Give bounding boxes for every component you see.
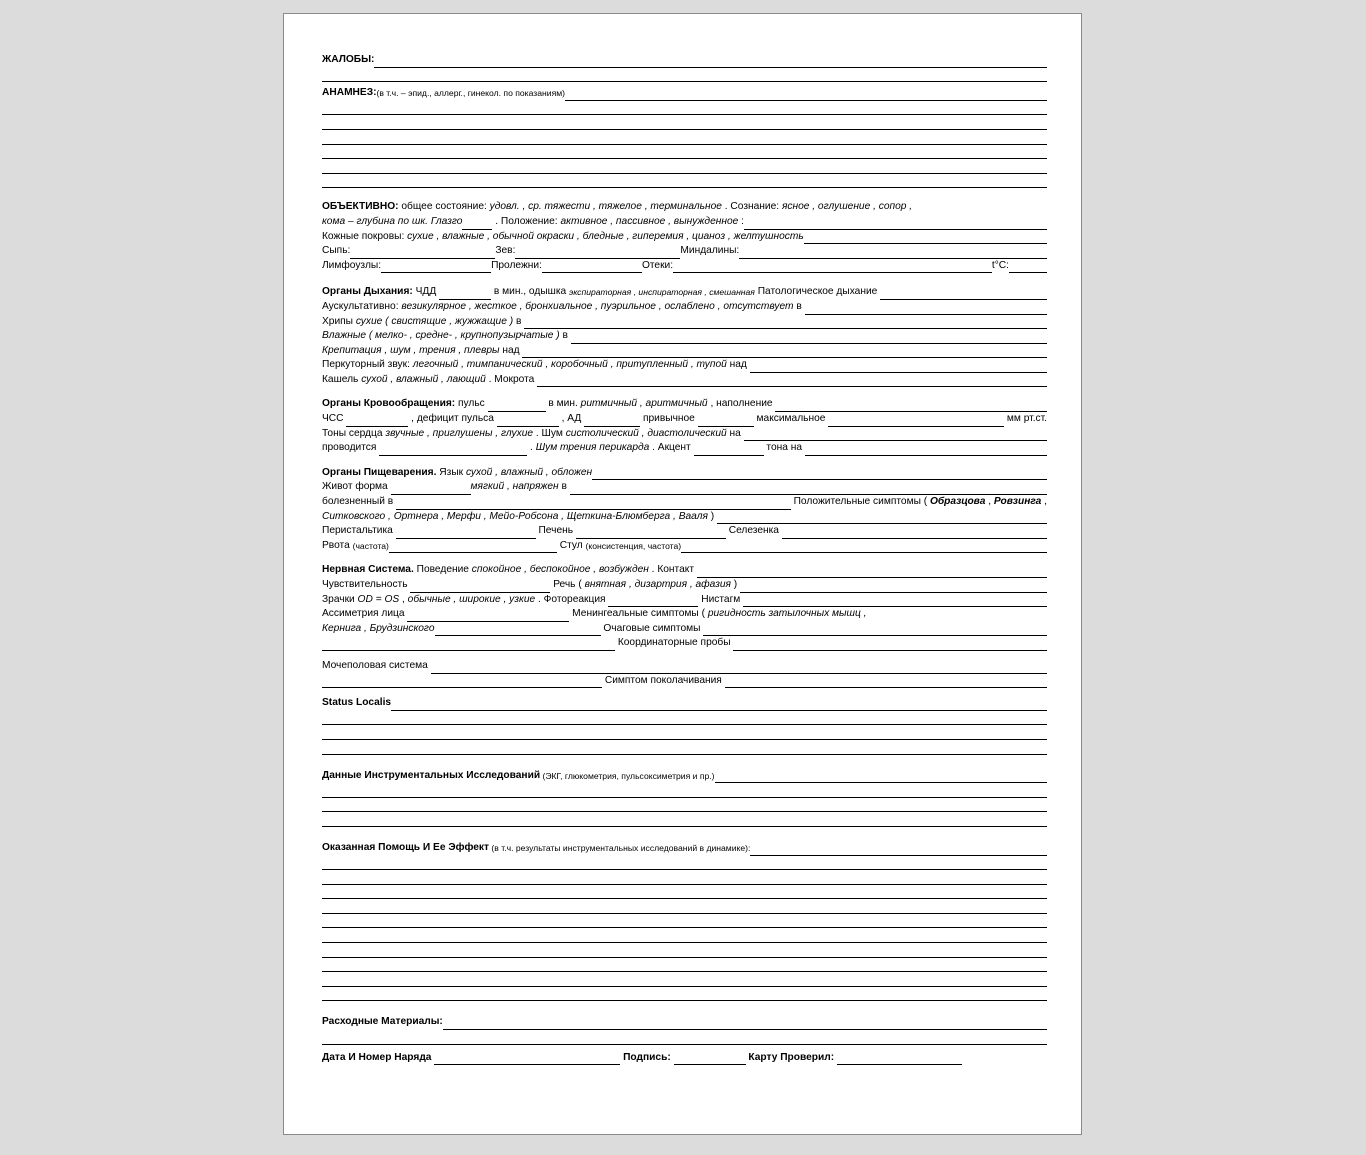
- objective-consciousness-options[interactable]: ясное , оглушение , сопор ,: [781, 201, 913, 213]
- objective-coma-row: [322, 215, 1047, 230]
- nystagmus-fill[interactable]: [743, 595, 1047, 607]
- aid-blank-line[interactable]: [322, 899, 1047, 914]
- bp-max-fill[interactable]: [828, 415, 1004, 427]
- tenderness-fill[interactable]: [396, 498, 791, 510]
- speech-label: Речь (: [550, 579, 585, 590]
- signature-label: Подпись:: [620, 1051, 674, 1063]
- aid-blank-line[interactable]: [322, 885, 1047, 900]
- tapping-symptom-row: [322, 674, 1047, 689]
- photoreaction-label: . Фотореакция: [535, 593, 609, 605]
- sensitivity-row: [322, 578, 1047, 593]
- percussion-over: над: [726, 359, 750, 371]
- vomit-note: (частота): [352, 540, 389, 551]
- instrumental-label: Данные Инструментальных Исследований: [322, 769, 541, 781]
- objective-rash-row: [322, 244, 1047, 259]
- temperature-label: t°C:: [991, 259, 1009, 271]
- bp-usual-label: привычное: [640, 413, 698, 425]
- meningeal-label: Менингеальные симптомы (: [569, 608, 708, 620]
- auscultation-options[interactable]: везикулярное , жесткое , бронхиальное , пуэрильное , ослаблено , отсутствует: [401, 300, 794, 312]
- rr-fill[interactable]: [439, 288, 491, 300]
- pulse-rhythm-options[interactable]: ритмичный , аритмичный: [580, 398, 708, 410]
- hr-fill[interactable]: [346, 415, 408, 427]
- contact-fill[interactable]: [697, 566, 1047, 578]
- dry-rales-row: [322, 315, 1047, 330]
- instrumental-note: (ЭКГ, глюкометрия, пульсоксиметрия и пр.): [540, 770, 715, 781]
- anamnesis-blank-line[interactable]: [322, 174, 1047, 189]
- supplies-row: [322, 1015, 1047, 1030]
- symptom-comma: ,: [1041, 496, 1047, 508]
- behavior-options[interactable]: спокойное , беспокойное , возбужден: [471, 564, 649, 576]
- aid-fill[interactable]: [750, 844, 1047, 856]
- auscultation-in: в: [793, 300, 805, 312]
- kernig-fill[interactable]: [435, 624, 601, 636]
- objective-position-text: . Положение:: [492, 215, 561, 227]
- anamnesis-label: АНАМНЕЗ:: [322, 87, 377, 99]
- objective-glasgow-fill[interactable]: [462, 218, 492, 230]
- percussion-row: [322, 358, 1047, 373]
- pulse-fill[interactable]: [488, 400, 546, 412]
- spacer: [322, 651, 1047, 659]
- supplies-blank-line[interactable]: [322, 1030, 1047, 1045]
- anamnesis-row: [322, 86, 1047, 101]
- symptoms-list-row: [322, 510, 1047, 525]
- symptom-rovzinga[interactable]: Ровзинга: [993, 496, 1042, 508]
- status-localis-blank-line[interactable]: [322, 740, 1047, 755]
- pulse-filling-fill[interactable]: [775, 400, 1047, 412]
- aid-blank-line[interactable]: [322, 856, 1047, 871]
- abdomen-row: [322, 480, 1047, 495]
- dyspnea-options[interactable]: экспираторная , инспираторная , смешанная: [569, 287, 755, 298]
- sputum-fill[interactable]: [537, 375, 1047, 387]
- supplies-fill[interactable]: [443, 1018, 1047, 1030]
- aid-blank-line[interactable]: [322, 914, 1047, 929]
- objective-position-colon: :: [738, 215, 744, 227]
- pericardial-friction-label[interactable]: Шум трения перикарда: [535, 442, 650, 454]
- order-date-fill[interactable]: [434, 1053, 620, 1065]
- behavior-label: Поведение: [413, 564, 472, 576]
- symptom-sep: ,: [985, 496, 994, 508]
- anamnesis-blank-line[interactable]: [322, 130, 1047, 145]
- aid-blank-line[interactable]: [322, 928, 1047, 943]
- circulation-label: Органы Кровообращения:: [322, 398, 456, 410]
- cough-row: [322, 373, 1047, 388]
- bp-usual-fill[interactable]: [698, 415, 754, 427]
- checked-by-fill[interactable]: [837, 1053, 962, 1065]
- positive-symptoms-label: Положительные симптомы (: [790, 496, 930, 508]
- contact-label: . Контакт: [648, 564, 697, 576]
- moist-rales-fill[interactable]: [571, 332, 1047, 344]
- crepitation-options[interactable]: Крепитация , шум , трения , плевры: [322, 344, 500, 356]
- bedsores-label: Пролежни:: [491, 259, 542, 271]
- conduction-row: [322, 441, 1047, 456]
- vomit-stool-row: [322, 539, 1047, 554]
- status-localis-fill[interactable]: [391, 699, 1047, 711]
- pupils-label: Зрачки: [322, 593, 358, 605]
- abdomen-options[interactable]: мягкий , напряжен: [470, 481, 559, 493]
- skin-fill[interactable]: [804, 232, 1047, 244]
- pharynx-label: Зев:: [495, 245, 516, 257]
- auscultation-fill[interactable]: [805, 303, 1047, 315]
- status-localis-row: [322, 696, 1047, 711]
- edema-label: Отеки:: [641, 259, 674, 271]
- crepitation-fill[interactable]: [522, 346, 1047, 358]
- abdomen-fill[interactable]: [570, 483, 1047, 495]
- symptom-obraztsova[interactable]: Образцова: [929, 496, 986, 508]
- rr-label: ЧДД: [412, 286, 440, 298]
- spleen-fill[interactable]: [782, 527, 1047, 539]
- signature-fill[interactable]: [674, 1053, 746, 1065]
- rash-fill[interactable]: [350, 247, 495, 259]
- aid-blank-line[interactable]: [322, 870, 1047, 885]
- objective-position-fill[interactable]: [744, 218, 1047, 230]
- spacer: [322, 188, 1047, 200]
- complaints-label: ЖАЛОБЫ:: [322, 54, 375, 65]
- lymph-fill[interactable]: [381, 261, 491, 273]
- temperature-fill[interactable]: [1009, 261, 1047, 273]
- accent-fill[interactable]: [694, 444, 764, 456]
- murmur-options[interactable]: систолический , диастолический: [565, 427, 727, 439]
- kernig-row: [322, 622, 1047, 637]
- nervous-label: Нервная Система.: [322, 564, 414, 576]
- pupils-od-os: OD = OS: [357, 593, 400, 605]
- pulse-deficit-label: , дефицит пульса: [408, 413, 497, 425]
- murmur-on: на: [726, 427, 744, 439]
- aid-blank-line[interactable]: [322, 987, 1047, 1002]
- stool-note: (консистенция, частота): [585, 540, 682, 551]
- complaints-row: [322, 53, 1047, 68]
- objective-general-text: общее состояние:: [398, 201, 490, 213]
- heart-sounds-row: [322, 427, 1047, 442]
- coordination-label: Координаторные пробы: [615, 637, 734, 649]
- instrumental-fill[interactable]: [715, 771, 1047, 783]
- tapping-fill[interactable]: [725, 676, 1047, 688]
- pathological-breathing-fill[interactable]: [880, 288, 1047, 300]
- spleen-label: Селезенка: [725, 525, 782, 537]
- kernig-brudzinski-options[interactable]: Кернига , Брудзинского: [322, 622, 435, 634]
- spacer: [322, 387, 1047, 397]
- sputum-label: . Мокрота: [485, 373, 538, 385]
- instrumental-row: [322, 769, 1047, 784]
- speech-fill[interactable]: [740, 581, 1047, 593]
- circulation-pulse-row: [322, 397, 1047, 412]
- nystagmus-label: Нистагм: [698, 593, 744, 605]
- digestive-tongue-row: [322, 466, 1047, 481]
- crepitation-over: над: [499, 344, 523, 356]
- bp-units: мм рт.ст.: [1004, 413, 1047, 425]
- objective-consciousness-text: . Сознание:: [721, 201, 782, 213]
- percussion-options[interactable]: легочный , тимпанический , коробочный , притупленный , тупой: [412, 359, 727, 371]
- coordination-fill[interactable]: [733, 639, 1047, 651]
- spacer: [322, 688, 1047, 696]
- nervous-behavior-row: [322, 563, 1047, 578]
- supplies-label: Расходные Материалы:: [322, 1016, 443, 1028]
- instrumental-blank-line[interactable]: [322, 812, 1047, 827]
- urogenital-label: Мочеполовая система: [322, 659, 431, 671]
- peristalsis-label: Перистальтика: [322, 525, 396, 537]
- tongue-fill[interactable]: [592, 468, 1047, 480]
- conduction-sep: .: [527, 442, 536, 454]
- vomit-label: Рвота: [322, 539, 353, 551]
- bp-label: , АД: [558, 413, 585, 425]
- coordination-row: [322, 636, 1047, 651]
- anamnesis-note: (в т.ч. – эпид., аллерг., гинекол. по показаниям): [376, 88, 565, 99]
- anamnesis-blank-line[interactable]: [322, 145, 1047, 160]
- instrumental-blank-line[interactable]: [322, 798, 1047, 813]
- rr-unit-dyspnea-label: в мин., одышка: [491, 286, 569, 298]
- objective-state-row: [322, 200, 1047, 215]
- face-asymmetry-fill[interactable]: [407, 610, 569, 622]
- urogenital-row: [322, 659, 1047, 674]
- coordination-prefill[interactable]: [322, 639, 615, 651]
- skin-label: Кожные покровы:: [322, 230, 408, 242]
- accent-label: . Акцент: [649, 442, 694, 454]
- pulse-unit: в мин.: [545, 398, 581, 410]
- respiratory-label: Органы Дыхания:: [322, 286, 413, 298]
- speech-close: ): [730, 579, 741, 590]
- dry-rales-options[interactable]: сухие ( свистящие , жужжащие ): [355, 315, 514, 327]
- status-localis-label: Status Localis: [322, 697, 392, 709]
- pulse-filling-label: , наполнение: [707, 398, 776, 410]
- objective-position-options[interactable]: активное , пассивное , вынужденное: [560, 215, 739, 227]
- instrumental-blank-line[interactable]: [322, 783, 1047, 798]
- objective-severity-options[interactable]: удовл. , ср. тяжести , тяжелое , терминальное: [489, 201, 722, 213]
- anamnesis-blank-line[interactable]: [322, 101, 1047, 116]
- spacer: [322, 1001, 1047, 1015]
- speech-options[interactable]: внятная , дизартрия , афазия: [584, 579, 731, 590]
- objective-lymph-row: [322, 259, 1047, 274]
- pupils-size-options[interactable]: обычные , широкие , узкие: [407, 593, 536, 605]
- focal-symptoms-fill[interactable]: [703, 624, 1047, 636]
- objective-label: ОБЪЕКТИВНО:: [322, 201, 399, 213]
- sensitivity-label: Чувствительность: [322, 579, 411, 590]
- heart-sounds-label: Тоны сердца: [322, 427, 386, 439]
- peristalsis-row: [322, 524, 1047, 539]
- aid-blank-line[interactable]: [322, 943, 1047, 958]
- objective-skin-row: [322, 230, 1047, 245]
- lymph-label: Лимфоузлы:: [322, 259, 382, 271]
- pupils-sep: ,: [399, 593, 408, 605]
- bp-max-label: максимальное: [753, 413, 829, 425]
- percussion-label: Перкуторный звук:: [322, 359, 413, 371]
- footer-row: [322, 1051, 1047, 1066]
- skin-options[interactable]: сухие , влажные , обычной окраски , бледные , гиперемия , цианоз , желтушность: [407, 230, 804, 242]
- aid-note: (в т.ч. результаты инструментальных исследований в динамике):: [489, 842, 751, 853]
- aid-blank-line[interactable]: [322, 972, 1047, 987]
- spacer: [322, 553, 1047, 563]
- rash-label: Сыпь:: [322, 245, 351, 257]
- checked-by-label: Карту Проверил:: [745, 1051, 837, 1063]
- tongue-label: Язык: [436, 466, 466, 478]
- document-page: [283, 13, 1082, 1135]
- murmur-label: . Шум: [533, 427, 566, 439]
- conduction-label: проводится: [322, 442, 380, 454]
- tenderness-row: [322, 495, 1047, 510]
- objective-coma-glasgow-label: кома – глубина по шк. Глазго: [322, 215, 463, 227]
- stool-fill[interactable]: [681, 541, 1047, 553]
- liver-label: Печень: [535, 525, 576, 537]
- pupils-row: [322, 593, 1047, 608]
- symptom-list-options[interactable]: Ситковского , Ортнера , Мерфи , Мейо-Робсона , Щеткина-Блюмберга , Вааля: [322, 510, 708, 522]
- tapping-label: Симптом поколачивания: [602, 674, 725, 686]
- accent-tone-label: тона на: [763, 442, 805, 454]
- accent-tone-fill[interactable]: [805, 444, 1047, 456]
- dry-rales-fill[interactable]: [524, 317, 1047, 329]
- spacer: [322, 827, 1047, 841]
- abdomen-shape-fill[interactable]: [391, 483, 471, 495]
- tenderness-label: болезненный в: [322, 496, 396, 508]
- face-asymmetry-label: Ассиметрия лица: [322, 608, 408, 620]
- bedsores-fill[interactable]: [542, 261, 642, 273]
- anamnesis-blank-line[interactable]: [322, 115, 1047, 130]
- order-date-label: Дата И Номер Наряда: [322, 1051, 435, 1063]
- symptom-list-close: ): [707, 510, 717, 522]
- cough-label: Кашель: [322, 373, 362, 385]
- vomit-fill[interactable]: [389, 541, 557, 553]
- spacer: [322, 755, 1047, 769]
- meningeal-options[interactable]: ригидность затылочных мышц ,: [707, 608, 867, 620]
- form-content: [322, 53, 1047, 1065]
- aid-label: Оказанная Помощь И Ее Эффект: [322, 841, 490, 853]
- moist-rales-in: в: [559, 330, 571, 342]
- stool-label: Стул: [556, 539, 586, 551]
- heart-sounds-options[interactable]: звучные , приглушены , глухие: [385, 427, 534, 439]
- symptoms-fill[interactable]: [717, 512, 1047, 524]
- tonsils-fill[interactable]: [739, 247, 1047, 259]
- spacer: [322, 456, 1047, 466]
- dry-rales-in: в: [513, 315, 525, 327]
- spacer: [322, 273, 1047, 285]
- tapping-prefill[interactable]: [322, 676, 602, 688]
- tongue-options[interactable]: сухой , влажный , обложен: [465, 466, 593, 478]
- abdomen-shape-label: Живот форма: [322, 481, 391, 493]
- conduction-fill[interactable]: [379, 444, 527, 456]
- aid-blank-line[interactable]: [322, 958, 1047, 973]
- hr-bp-row: [322, 412, 1047, 427]
- dry-rales-label: Хрипы: [322, 315, 356, 327]
- auscultation-row: [322, 300, 1047, 315]
- urogenital-fill[interactable]: [431, 662, 1047, 674]
- complaints-fill-line[interactable]: [374, 56, 1047, 68]
- peristalsis-fill[interactable]: [396, 527, 536, 539]
- pharynx-fill[interactable]: [515, 247, 680, 259]
- anamnesis-fill-line[interactable]: [565, 89, 1047, 101]
- status-localis-blank-line[interactable]: [322, 711, 1047, 726]
- crepitation-row: [322, 344, 1047, 359]
- bp-fill[interactable]: [584, 415, 640, 427]
- photoreaction-fill[interactable]: [608, 595, 698, 607]
- moist-rales-row: [322, 329, 1047, 344]
- digestive-label: Органы Пищеварения.: [322, 466, 437, 478]
- anamnesis-blank-line[interactable]: [322, 159, 1047, 174]
- complaints-blank-line[interactable]: [322, 68, 1047, 83]
- percussion-fill[interactable]: [750, 361, 1047, 373]
- auscultation-label: Аускультативно:: [322, 300, 402, 312]
- face-asymmetry-row: [322, 607, 1047, 622]
- sensitivity-fill[interactable]: [410, 581, 550, 593]
- respiratory-rate-row: [322, 285, 1047, 300]
- tonsils-label: Миндалины:: [680, 245, 740, 257]
- status-localis-blank-line[interactable]: [322, 725, 1047, 740]
- pathological-breathing-label: Патологическое дыхание: [754, 286, 881, 298]
- moist-rales-options[interactable]: Влажные ( мелко- , средне- , крупнопузырчатые ): [322, 330, 560, 342]
- murmur-fill[interactable]: [744, 429, 1047, 441]
- aid-row: [322, 841, 1047, 856]
- edema-fill[interactable]: [673, 261, 992, 273]
- pulse-deficit-fill[interactable]: [497, 415, 559, 427]
- focal-symptoms-label: Очаговые симптомы: [600, 622, 704, 634]
- pulse-label: пульс: [455, 398, 488, 410]
- cough-options[interactable]: сухой , влажный , лающий: [361, 373, 486, 385]
- abdomen-in: в: [558, 481, 570, 493]
- liver-fill[interactable]: [576, 527, 726, 539]
- hr-label: ЧСС: [322, 413, 347, 425]
